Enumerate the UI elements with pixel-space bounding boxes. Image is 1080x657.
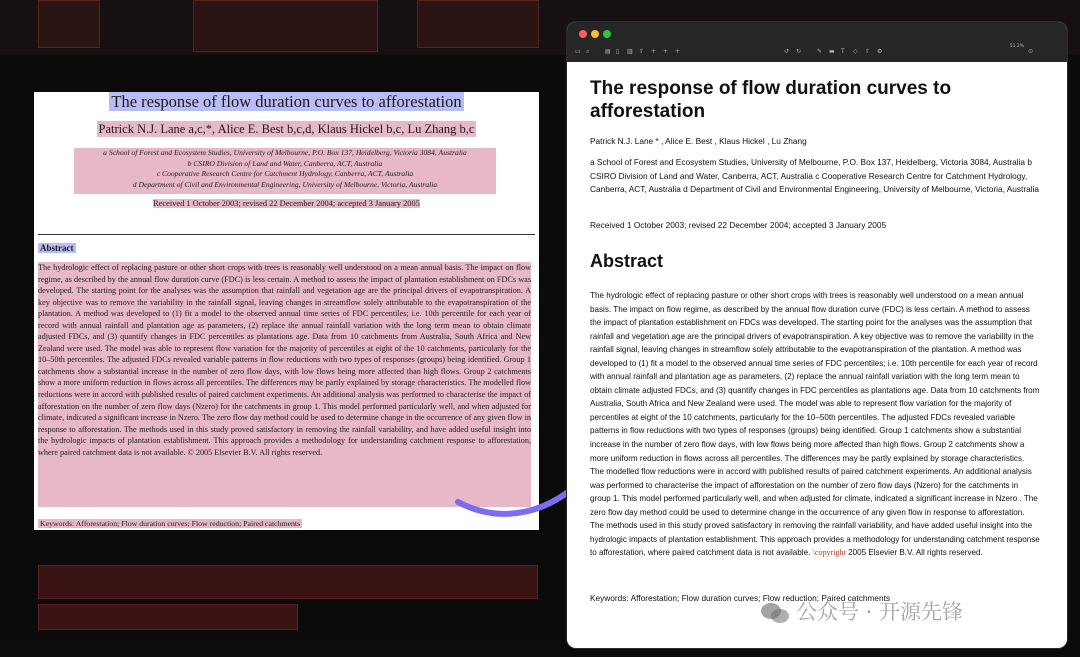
scan-keywords: Keywords: Afforestation; Flow duration curves; Flow reduction; Paired catchments bbox=[40, 519, 301, 528]
background-region bbox=[38, 565, 538, 599]
layout-icon[interactable]: ▥ bbox=[627, 48, 633, 55]
doc-abstract-heading: Abstract bbox=[590, 251, 664, 271]
scan-copyright: © 2005 Elsevier B.V. All rights reserved. bbox=[187, 447, 323, 457]
close-window-button[interactable] bbox=[579, 30, 587, 38]
zoom-level[interactable]: 51.2% bbox=[1009, 44, 1024, 49]
minimize-window-button[interactable] bbox=[591, 30, 599, 38]
doc-affiliations: a School of Forest and Ecosystem Studies, University of Melbourne, P.O. Box 137, Heidelberg, Victoria 3084, Australia b CSIRO Division of Land and Water, Canberra, ACT, Australia c Cooperative Research Centre for Catchment Hydrology, Canberra, ACT, Australia d Department of Civil and Environmental Engineering, University of Melbourne, Victoria, Australia bbox=[590, 157, 1040, 195]
page-icon[interactable]: ▯ bbox=[616, 48, 620, 55]
toggle-icon[interactable]: ⊙ bbox=[1028, 48, 1034, 55]
zoom-in-icon[interactable]: + bbox=[651, 48, 657, 55]
document-view bbox=[567, 62, 1067, 648]
scan-received bbox=[34, 199, 539, 208]
scan-received-text: Received 1 October 2003; revised 22 December 2004; accepted 3 January 2005 bbox=[153, 199, 420, 208]
scan-title bbox=[34, 92, 539, 112]
scan-affiliation: c Cooperative Research Centre for Catchment Hydrology, Canberra, ACT, Australia bbox=[156, 169, 414, 178]
add-page-icon[interactable]: + bbox=[675, 48, 681, 55]
scan-affiliation: b CSIRO Division of Land and Water, Canberra, ACT, Australia bbox=[187, 158, 383, 168]
title-bar bbox=[567, 22, 1067, 62]
scan-divider bbox=[38, 234, 535, 235]
share-icon[interactable]: ⇧ bbox=[865, 48, 871, 55]
wechat-logo-icon bbox=[760, 602, 790, 624]
sidebar-icon[interactable]: ▭ bbox=[575, 48, 581, 55]
doc-keywords: Keywords: Afforestation; Flow duration curves; Flow reduction; Paired catchments bbox=[590, 593, 891, 603]
watermark bbox=[760, 596, 963, 626]
scan-affiliation: d Department of Civil and Environmental Engineering, University of Melbourne, Victoria, Australia bbox=[132, 179, 438, 189]
background-region bbox=[38, 604, 298, 630]
background-thumbnail bbox=[38, 0, 100, 48]
zoom-window-button[interactable] bbox=[603, 30, 611, 38]
scan-authors bbox=[34, 122, 539, 137]
scan-title-text: The response of flow duration curves to afforestation bbox=[111, 92, 462, 111]
background-bottom bbox=[0, 640, 560, 657]
doc-copyright-command: \copyright bbox=[812, 548, 846, 558]
shape-icon[interactable]: ◇ bbox=[853, 48, 858, 55]
scan-abstract-heading: Abstract bbox=[40, 243, 74, 253]
watermark-text: 公众号 · 开源先锋 bbox=[796, 600, 964, 624]
settings-icon[interactable]: ⚙ bbox=[877, 48, 883, 55]
thumbnails-icon[interactable]: ▤ bbox=[605, 48, 611, 55]
add-icon[interactable]: + bbox=[663, 48, 669, 55]
doc-abstract bbox=[590, 289, 1040, 560]
doc-copyright-text: 2005 Elsevier B.V. All rights reserved. bbox=[848, 548, 983, 558]
scan-affiliation: a School of Forest and Ecosystem Studies, University of Melbourne, P.O. Box 137, Heidelberg, Victoria 3084, Australia bbox=[103, 148, 467, 157]
background-thumbnail bbox=[417, 0, 539, 48]
scan-affiliations bbox=[74, 148, 496, 194]
doc-title: The response of flow duration curves to afforestation bbox=[590, 78, 952, 122]
text-icon[interactable]: T bbox=[841, 48, 845, 55]
app-window bbox=[567, 22, 1067, 648]
doc-received: Received 1 October 2003; revised 22 December 2004; accepted 3 January 2005 bbox=[590, 220, 887, 230]
undo-icon[interactable]: ↺ bbox=[784, 48, 790, 55]
search-icon[interactable]: ⌕ bbox=[586, 48, 590, 55]
export-icon[interactable]: ⇪ bbox=[639, 48, 645, 55]
redo-icon[interactable]: ↻ bbox=[796, 48, 802, 55]
background-thumbnail bbox=[193, 0, 378, 52]
doc-authors: Patrick N.J. Lane * , Alice E. Best , Klaus Hickel , Lu Zhang bbox=[590, 136, 807, 146]
doc-abstract-text: The hydrologic effect of replacing pasture or other short crops with trees is reasonably well understood on a mean annual basis. The impact on flow regime, as described by the annual flow duration curve (FDC) is less certain. A method to assess the impact of plantation establishment on FDCs was developed. The starting point for the analyses was the assumption that rainfall and vegetation age are the principal drivers of evapotranspiration. A key objective was to remove the variability in the rainfall signal, leaving changes in streamflow solely attributable to the evapotranspiration of the plantation. A method was developed to (1) fit a model to the observed annual time series of FDC percentiles; i.e. 10th percentile for each year of record with annual rainfall and plantation age as parameters, (2) replace the annual rainfall variation with the long term mean to obtain climate adjusted FDCs, and (3) quantify changes in FDC percentiles as plantations age. Data from 10 catchments from Australia, South Africa and New Zealand were used. The model was able to represent flow variation for the majority of percentiles at eight of the 10 catchments, particularly for the 10–50th percentiles. The adjusted FDCs revealed variable patterns in flow reductions with two types of responses (groups) being identified. Group 1 catchments show a substantial increase in the number of zero flow days, with low flows being more affected than high flows. Group 2 catchments show a more uniform reduction in flows across all percentiles. The differences may be partly explained by storage characteristics. The modelled flow reductions were in accord with published results of paired catchment experiments. An additional analysis was performed to characterise the impact of afforestation on the number of zero flow days (Nzero) for the catchments in group 1. This model performed particularly well, and when adjusted for climate, indicated a significant increase in Nzero . The zero flow day method could be used to determine change in the occurrence of any given flow in response to afforestation. The methods used in this study proved satisfactory in removing the rainfall variability, and have added useful insight into the hydrologic impacts of plantation establishment. This approach provides a methodology for understanding catchment response to afforestation, where paired catchment data is not available. bbox=[590, 291, 1040, 558]
highlight-icon[interactable]: ▬ bbox=[829, 48, 835, 55]
pen-icon[interactable]: ✎ bbox=[817, 48, 823, 55]
scan-authors-text: Patrick N.J. Lane a,c,*, Alice E. Best b,c,d, Klaus Hickel b,c, Lu Zhang b,c bbox=[98, 122, 475, 136]
scan-abstract-text: The hydrologic effect of replacing pasture or other short crops with trees is reasonably well understood on a mean annual basis. The impact on flow regime, as described by the annual flow duration curve (FDC) is less certain. A method to assess the impact of plantation establishment on FDCs was developed. The starting point for the analyses was the assumption that rainfall and vegetation age are the principal drivers of evapotranspiration. A key objective was to remove the variability in the rainfall signal, leaving changes in streamflow solely attributable to the evapotranspiration of the plantation. A method was developed to (1) fit a model to the observed annual time series of FDC percentiles; i.e. 10th percentile for each year of record with annual rainfall and plantation age as parameters, (2) replace the annual rainfall variation with the long term mean to obtain climate adjusted FDCs, and (3) quantify changes in FDC percentiles as plantations age. Data from 10 catchments from Australia, South Africa and New Zealand were used. The model was able to represent flow variation for the majority of percentiles at eight of the 10 catchments, particularly for the 10–50th percentiles. The adjusted FDCs revealed variable patterns in flow reductions with two types of responses (groups) being identified. Group 1 catchments show a substantial increase in the number of zero flow days, with low flows being more affected than high flows. Group 2 catchments show a more uniform reduction in flows across all percentiles. The differences may be partly explained by storage characteristics. The modelled flow reductions were in accord with published results of paired catchment experiments. An additional analysis was performed to characterise the impact of afforestation on the number of zero flow days (Nzero) for the catchments in group 1. This model performed particularly well, and when adjusted for climate, indicated a significant increase in Nzero. The zero flow day method could be used to determine change in the occurrence of any given flow in response to afforestation. The methods used in this study proved satisfactory in removing the rainfall variability, and have added useful insight into the hydrologic impacts of plantation establishment. This approach provides a methodology for understanding catchment response to afforestation, where paired catchment data is not available. bbox=[38, 263, 531, 457]
